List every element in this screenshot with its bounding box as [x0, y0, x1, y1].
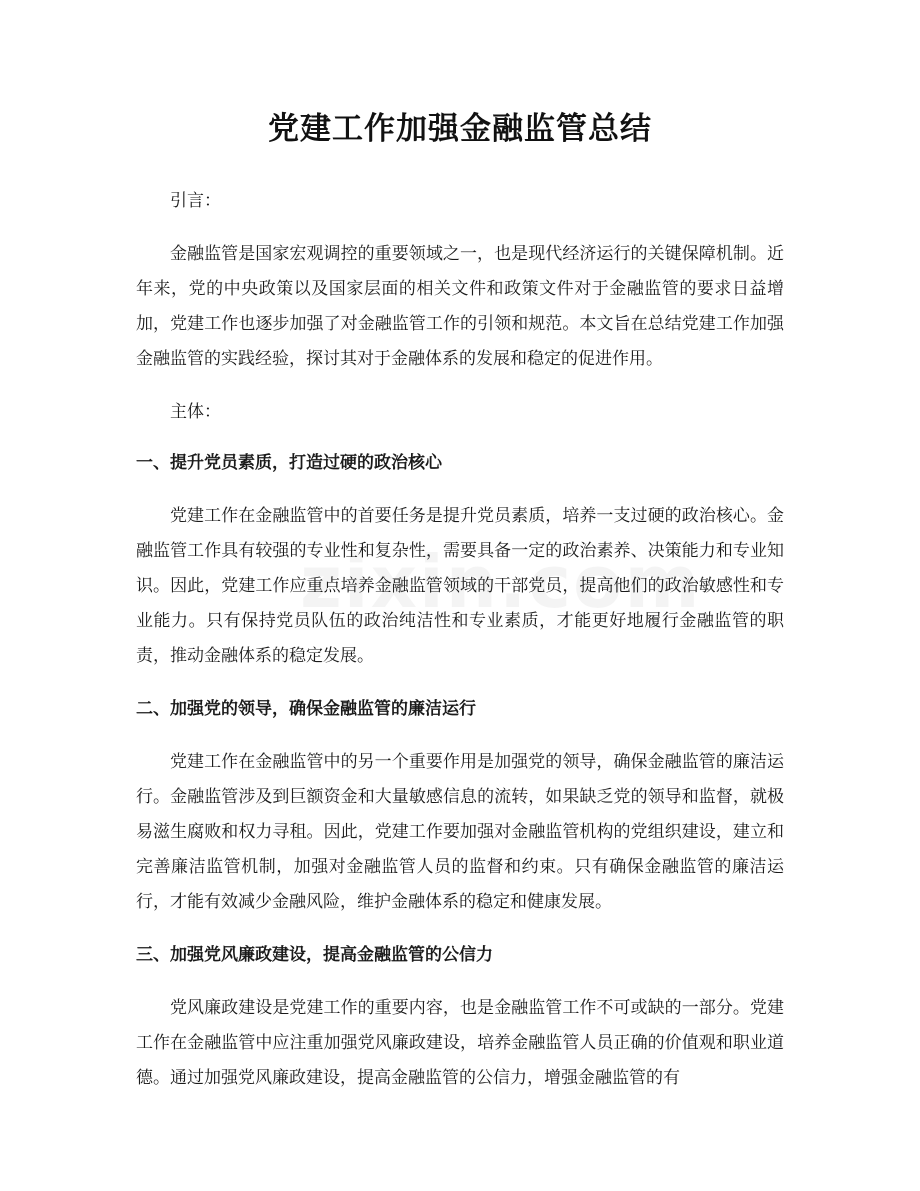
section-heading-1: 一、提升党员素质，打造过硬的政治核心	[136, 453, 442, 473]
section-paragraph-1: 党建工作在金融监管中的首要任务是提升党员素质，培养一支过硬的政治核心。金融监管工作具有较强的专业性和复杂性，需要具备一定的政治素养、决策能力和专业知识。因此，党建工作应重点培养金融监管领域的干部党员，提高他们的政治敏感性和专业能力。只有保持党员队伍的政治纯洁性和专业素质，才能更好地履行金融监管的职责，推动金融体系的稳定发展。	[136, 506, 784, 666]
section-paragraph-2: 党建工作在金融监管中的另一个重要作用是加强党的领导，确保金融监管的廉洁运行。金融监管涉及到巨额资金和大量敏感信息的流转，如果缺乏党的领导和监督，就极易滋生腐败和权力寻租。因此，党建工作要加强对金融监管机构的党组织建设，建立和完善廉洁监管机制，加强对金融监管人员的监督和约束。只有确保金融监管的廉洁运行，才能有效减少金融风险，维护金融体系的稳定和健康发展。	[136, 752, 784, 912]
main-label: 主体：	[170, 402, 221, 422]
intro-paragraph: 金融监管是国家宏观调控的重要领域之一，也是现代经济运行的关键保障机制。近年来，党的中央政策以及国家层面的相关文件和政策文件对于金融监管的要求日益增加，党建工作也逐步加强了对金融监管工作的引领和规范。本文旨在总结党建工作加强金融监管的实践经验，探讨其对于金融体系的发展和稳定的促进作用。	[136, 244, 784, 369]
document-body	[136, 184, 784, 1096]
section-paragraph-3: 党风廉政建设是党建工作的重要内容，也是金融监管工作不可或缺的一部分。党建工作在金融监管中应注重加强党风廉政建设，培养金融监管人员正确的价值观和职业道德。通过加强党风廉政建设，提高金融监管的公信力，增强金融监管的有	[136, 998, 784, 1088]
section-heading-3: 三、加强党风廉政建设，提高金融监管的公信力	[136, 945, 493, 965]
section-heading-2: 二、加强党的领导，确保金融监管的廉洁运行	[136, 699, 476, 719]
document-title: 党建工作加强金融监管总结	[268, 111, 652, 147]
intro-label: 引言：	[170, 191, 221, 211]
